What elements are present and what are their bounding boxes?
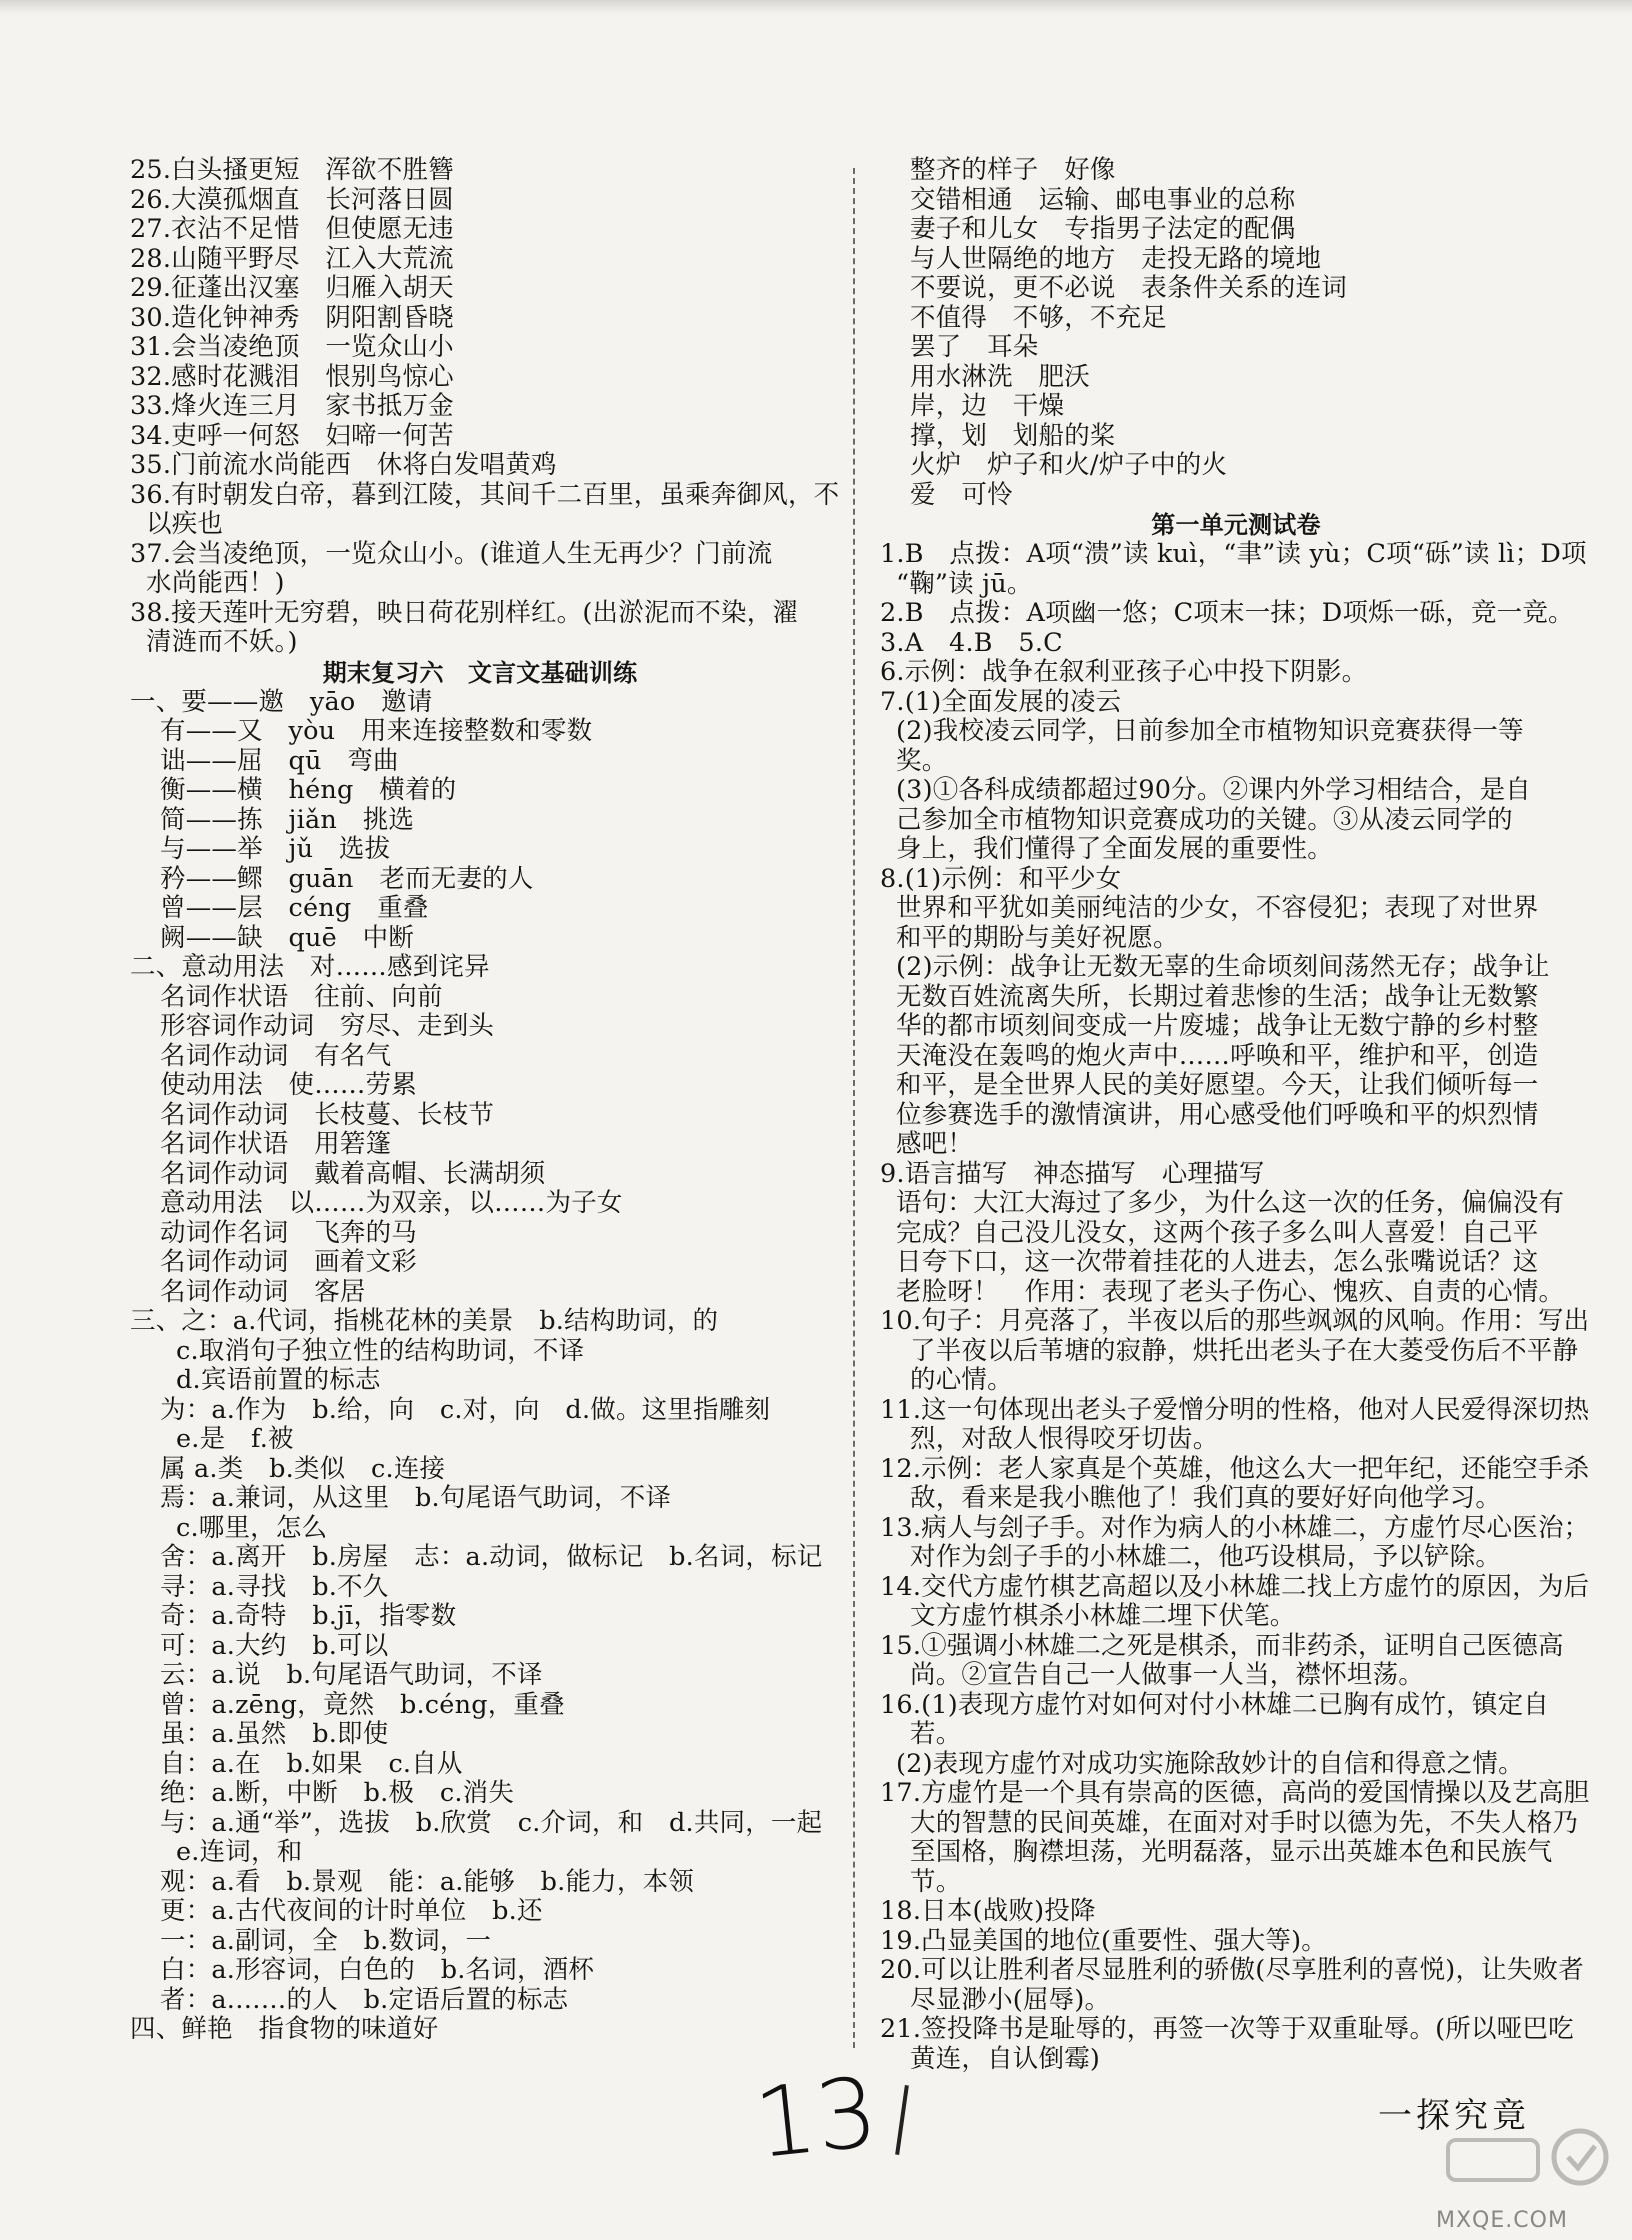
left-line: 绝：a.断，中断 b.极 c.消失 xyxy=(160,1778,515,1808)
right-line: (2)示例：战争让无数无辜的生命顷刻间荡然无存；战争让 xyxy=(896,952,1550,982)
left-line: 曾：a.zēng，竟然 b.céng，重叠 xyxy=(160,1689,565,1720)
left-line: 26.大漠孤烟直 长河落日圆 xyxy=(130,184,454,215)
left-line: 一、要——邀 yāo 邀请 xyxy=(130,686,433,717)
column-divider xyxy=(853,168,855,2048)
right-line: 17.方虚竹是一个具有崇高的医德，高尚的爱国情操以及艺高胆大的智慧的民间英雄，在面对对手时以德为先，不失人格乃至国格，胸襟坦荡，光明磊落，显示出英雄本色和民族气节。 xyxy=(880,1778,1590,1897)
left-line: 名词作动词 有名气 xyxy=(160,1040,392,1071)
right-line: 与人世隔绝的地方 走投无路的境地 xyxy=(910,243,1322,274)
left-line: c.取消句子独立性的结构助词，不译 xyxy=(176,1335,585,1366)
right-line: 14.交代方虚竹棋艺高超以及小林雄二找上方虚竹的原因，为后文方虚竹棋杀小林雄二埋下伏笔。 xyxy=(880,1571,1590,1631)
left-line: 者：a.……的人 b.定语后置的标志 xyxy=(160,1984,569,2015)
right-line: 世界和平犹如美丽纯洁的少女，不容侵犯；表现了对世界 xyxy=(896,893,1539,923)
left-line: c.哪里，怎么 xyxy=(176,1512,328,1543)
right-line: 火炉 炉子和火/炉子中的火 xyxy=(910,450,1228,480)
left-section-heading: 期末复习六 文言文基础训练 xyxy=(322,658,638,687)
footer-brand: 一探究竟 xyxy=(1378,2096,1530,2136)
left-line: 36.有时朝发白帝，暮到江陵，其间千二百里，虽乘奔御风，不 xyxy=(130,479,840,510)
left-line: 阙——缺 quē 中断 xyxy=(160,922,415,953)
right-line: 罢了 耳朵 xyxy=(910,332,1039,362)
left-line: 名词作动词 长枝蔓、长枝节 xyxy=(160,1099,495,1130)
right-line: 7.(1)全面发展的凌云 xyxy=(880,686,1122,717)
right-line: 15.①强调小林雄二之死是棋杀，而非药杀，证明自己医德高尚。②宣告自己一人做事一人当，襟怀坦荡。 xyxy=(880,1630,1564,1690)
left-line: 27.衣沾不足惜 但使愿无违 xyxy=(130,214,454,244)
right-line: 岸，边 干燥 xyxy=(910,391,1065,421)
left-line: 使动用法 使……劳累 xyxy=(160,1070,418,1100)
right-column xyxy=(880,156,1592,2074)
left-line: 31.会当凌绝顶 一览众山小 xyxy=(130,332,454,362)
left-line: 30.造化钟神秀 阴阳割昏晓 xyxy=(130,302,454,333)
left-line: 与——举 jǔ 选拔 xyxy=(160,834,391,864)
scan-top-edge xyxy=(0,0,1632,14)
page-number: 13 xyxy=(749,2055,883,2181)
right-line: 交错相通 运输、邮电事业的总称 xyxy=(910,184,1296,215)
right-line: 13.病人与刽子手。对作为病人的小林雄二，方虚竹尽心医治；对作为刽子手的小林雄二，他巧设棋局，予以铲除。 xyxy=(880,1512,1590,1572)
left-line: 为：a.作为 b.给，向 c.对，向 d.做。这里指雕刻 xyxy=(160,1394,771,1425)
left-line: 以疾也 xyxy=(146,509,224,539)
right-line: 8.(1)示例：和平少女 xyxy=(880,863,1122,894)
right-line: 10.句子：月亮落了，半夜以后的那些飒飒的风响。作用：写出了半夜以后苇塘的寂静，烘托出老头子在大菱受伤后不平静的心情。 xyxy=(880,1306,1590,1395)
right-line: 语句：大江大海过了多少，为什么这一次的任务，偏偏没有 xyxy=(896,1188,1565,1218)
right-line: 位参赛选手的激情演讲，用心感受他们呼唤和平的炽烈情 xyxy=(896,1099,1539,1130)
left-line: 形容词作动词 穷尽、走到头 xyxy=(160,1011,495,1041)
right-line: 日夸下口，这一次带着挂花的人进去，怎么张嘴说话？这 xyxy=(896,1247,1539,1277)
right-line: 老脸呀！ 作用：表现了老头子伤心、愧疚、自责的心情。 xyxy=(896,1276,1565,1307)
left-line: 奇：a.奇特 b.jī，指零数 xyxy=(160,1601,457,1631)
left-line: 与：a.通“举”，选拔 b.欣赏 c.介词，和 d.共同，一起 xyxy=(160,1807,823,1838)
left-line: 有——又 yòu 用来连接整数和零数 xyxy=(160,716,593,746)
left-line: 水尚能西！) xyxy=(146,568,285,598)
right-line: 1.B 点拨：A项“溃”读 kuì，“聿”读 yù；C项“砾”读 lì；D项 xyxy=(880,539,1587,569)
right-line: 21.签投降书是耻辱的，再签一次等于双重耻辱。(所以哑巴吃黄连，自认倒霉) xyxy=(880,2014,1574,2074)
right-line: 用水淋洗 肥沃 xyxy=(910,361,1090,392)
left-line: 一：a.副词，全 b.数词，一 xyxy=(160,1925,492,1956)
left-line: 动词作名词 飞奔的马 xyxy=(160,1217,418,1248)
left-line: 舍：a.离开 b.房屋 志：a.动词，做标记 b.名词，标记 xyxy=(160,1542,823,1572)
right-section-heading: 第一单元测试卷 xyxy=(1151,511,1321,539)
left-line: 焉：a.兼词，从这里 b.句尾语气助词，不译 xyxy=(160,1483,672,1513)
right-line: 16.(1)表现方虚竹对如何对付小林雄二已胸有成竹，镇定自若。 xyxy=(880,1689,1549,1749)
left-line: 寻：a.寻找 b.不久 xyxy=(160,1571,389,1602)
page-number-mark xyxy=(895,2085,909,2155)
left-column xyxy=(130,155,840,2045)
left-line: 清涟而不妖。) xyxy=(146,627,298,657)
left-line: 云：a.说 b.句尾语气助词，不译 xyxy=(160,1660,543,1690)
left-line: 名词作动词 客居 xyxy=(160,1276,366,1307)
right-line: 整齐的样子 好像 xyxy=(910,155,1116,185)
left-line: 33.烽火连三月 家书抵万金 xyxy=(130,391,454,421)
left-line: 三、之：a.代词，指桃花林的美景 b.结构助词，的 xyxy=(130,1306,719,1336)
left-line: 名词作动词 戴着高帽、长满胡须 xyxy=(160,1158,546,1189)
right-line: 华的都市顷刻间变成一片废墟；战争让无数宁静的乡村整 xyxy=(896,1011,1539,1041)
left-line: 白：a.形容词，白色的 b.名词，酒杯 xyxy=(160,1955,595,1985)
right-line: 20.可以让胜利者尽显胜利的骄傲(尽享胜利的喜悦)，让失败者尽显渺小(屈辱)。 xyxy=(880,1955,1584,2015)
left-line: 名词作动词 画着文彩 xyxy=(160,1247,418,1277)
left-line: 28.山随平野尽 江入大荒流 xyxy=(130,243,454,274)
left-line: 意动用法 以……为双亲，以……为子女 xyxy=(160,1188,623,1218)
right-line: 3.A 4.B 5.C xyxy=(880,627,1063,658)
left-line: 35.门前流水尚能西 休将白发唱黄鸡 xyxy=(130,450,557,480)
right-line: 2.B 点拨：A项幽一悠；C项末一抹；D项烁一砾，竞一竞。 xyxy=(880,598,1574,628)
right-line: 感吧！ xyxy=(896,1129,974,1159)
right-line: 和平，是全世界人民的美好愿望。今天，让我们倾听每一 xyxy=(896,1070,1539,1100)
right-line: 6.示例：战争在叙利亚孩子心中投下阴影。 xyxy=(880,657,1368,687)
right-line: 18.日本(战败)投降 xyxy=(880,1896,1096,1926)
right-line: (2)表现方虚竹对成功实施除敌妙计的自信和得意之情。 xyxy=(896,1748,1524,1779)
left-line: 34.吏呼一何怒 妇啼一何苦 xyxy=(130,420,454,451)
left-line: 32.感时花溅泪 恨别鸟惊心 xyxy=(130,361,454,392)
right-line: 不值得 不够，不充足 xyxy=(910,302,1168,333)
left-line: 名词作状语 用箬篷 xyxy=(160,1129,392,1159)
right-line: 无数百姓流离失所，长期过着悲惨的生活；战争让无数繁 xyxy=(896,981,1539,1012)
left-line: 二、意动用法 对……感到诧异 xyxy=(130,952,490,982)
left-line: 矜——鳏 guān 老而无妻的人 xyxy=(160,863,534,894)
right-line: 爱 可怜 xyxy=(910,479,1013,510)
left-line: 简——拣 jiǎn 挑选 xyxy=(160,804,415,835)
left-line: 曾——层 céng 重叠 xyxy=(160,893,429,923)
left-line: 衡——横 héng 横着的 xyxy=(160,775,457,805)
right-line: 完成？自己没儿没女，这两个孩子多么叫人喜爱！自己平 xyxy=(896,1217,1539,1248)
left-line: 25.白头搔更短 浑欲不胜簪 xyxy=(130,155,454,185)
right-line: (3)①各科成绩都超过90分。②课内外学习相结合，是自 xyxy=(896,775,1531,805)
left-line: d.宾语前置的标志 xyxy=(176,1365,381,1395)
right-line: 9.语言描写 神态描写 心理描写 xyxy=(880,1158,1265,1189)
right-line: (2)我校凌云同学，日前参加全市植物知识竞赛获得一等 xyxy=(896,716,1524,746)
right-line: 奖。 xyxy=(896,745,948,776)
left-line: 名词作状语 往前、向前 xyxy=(160,981,443,1012)
left-line: 属 a.类 b.类似 c.连接 xyxy=(160,1453,446,1484)
left-line: 可：a.大约 b.可以 xyxy=(160,1630,389,1661)
right-line: 身上，我们懂得了全面发展的重要性。 xyxy=(896,834,1333,864)
right-line: 和平的期盼与美好祝愿。 xyxy=(896,922,1179,953)
right-line: 天淹没在轰鸣的炮火声中……呼唤和平，维护和平，创造 xyxy=(896,1040,1539,1071)
right-line: 不要说，更不必说 表条件关系的连词 xyxy=(910,273,1347,303)
right-line: 己参加全市植物知识竞赛成功的关键。③从凌云同学的 xyxy=(896,804,1513,835)
left-line: 38.接天莲叶无穷碧，映日荷花别样红。(出淤泥而不染，濯 xyxy=(130,597,799,628)
right-line: 12.示例：老人家真是个英雄，他这么大一把年纪，还能空手杀敌，看来是我小瞧他了！我们真的要好好向他学习。 xyxy=(880,1453,1590,1513)
left-line: 四、鲜艳 指食物的味道好 xyxy=(130,2014,439,2044)
left-line: e.是 f.被 xyxy=(176,1424,294,1454)
left-line: 29.征蓬出汉塞 归雁入胡天 xyxy=(130,273,454,303)
right-line: 19.凸显美国的地位(重要性、强大等)。 xyxy=(880,1925,1327,1956)
watermark-logo-icon xyxy=(1440,2112,1610,2212)
left-line: 诎——屈 qū 弯曲 xyxy=(160,745,399,776)
right-line: 撑，划 划船的桨 xyxy=(910,420,1116,451)
left-line: 37.会当凌绝顶，一览众山小。(谁道人生无再少？门前流 xyxy=(130,538,773,569)
right-line: “鞠”读 jū。 xyxy=(896,568,1033,599)
watermark-site: MXQE.COM xyxy=(1436,2208,1568,2233)
right-line: 11.这一句体现出老头子爱憎分明的性格，他对人民爱得深切热烈，对敌人恨得咬牙切齿。 xyxy=(880,1394,1590,1454)
left-line: 更：a.古代夜间的计时单位 b.还 xyxy=(160,1896,543,1926)
left-line: 自：a.在 b.如果 c.自从 xyxy=(160,1748,463,1779)
left-line: e.连词，和 xyxy=(176,1837,303,1867)
left-line: 观：a.看 b.景观 能：a.能够 b.能力，本领 xyxy=(160,1866,694,1897)
left-line: 虽：a.虽然 b.即使 xyxy=(160,1719,389,1749)
right-line: 妻子和儿女 专指男子法定的配偶 xyxy=(910,214,1296,244)
